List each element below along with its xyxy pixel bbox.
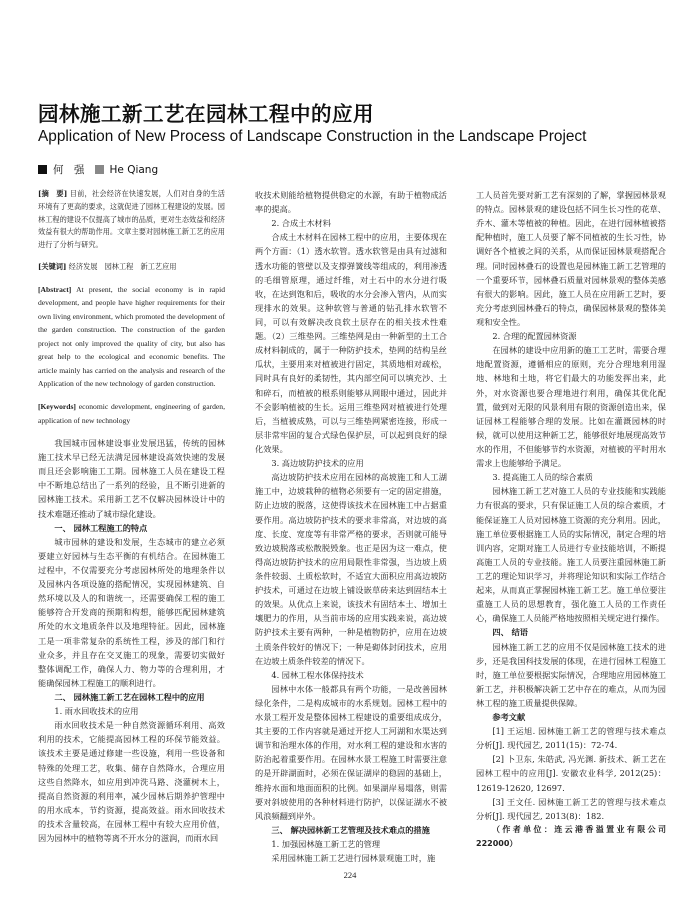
keywords-zh-text: 经济发展 园林工程 新工艺应用 <box>66 262 177 272</box>
authors <box>38 162 158 177</box>
subsection-heading: 2. 合理的配置园林资源 <box>492 331 577 342</box>
abstract-chinese-block <box>38 188 225 274</box>
subsection-heading: 4. 园林工程水体保持技术 <box>271 669 364 680</box>
author-chinese: 何 强 <box>53 164 85 176</box>
subsection-heading: 1. 加强园林施工新工艺的管理 <box>271 839 381 850</box>
body-paragraph: 工人员首先要对新工艺有深刻的了解，掌握园林景观的特点。园林景观的建设包括不同生长习性的花草、乔木、灌木等植被的种植。因此，在进行园林植被搭配种植时，施工人员要了解不同植被的生长习性，协调好各个植被之间的关系，从而保证园林景观搭配合理。同时园林叠石的设置也是园林施工新工艺管理的一个重要环节，园林叠石质量对园林景观的整体美感有很大的影响。因此，施工人员在应用新工艺时，要充分考虑到园林叠石的特点，确保园林景观的整体美观和安全性。 <box>476 190 666 327</box>
square-bullet-icon <box>38 165 47 174</box>
abstract-zh-label: [摘 要] <box>38 189 68 198</box>
section-heading: 二、 园林施工新工艺在园林工程中的应用 <box>54 692 205 702</box>
body-paragraph: 我国城市园林建设事业发展迅猛，传统的园林施工技术早已经无法满足园林建设高效快速的发展而且还会影响施工工期。园林施工人员在建设工程中不断地总结出了一系列的经验，且不断引进新的园林施工技术。采用新工艺不仅解决园林设计中的技术难题还推动了城市绿化建设。 <box>38 438 225 519</box>
body-paragraph: 园林中水体一般都具有两个功能，一是改善园林绿化条件，二是构成城市的水系规划。园林工程中的水景工程开发是整体园林工程建设的重要组成成分，其主要的工作内容就是通过开挖人工河湖和水渠达到调节和治理水体的作用，对水利工程的建设和水害的防治起着重要作用。在园林水景工程施工时需要注意的是开辟湖面时，必须在保证湖岸的稳固的基础上，维持水面和地面面积的比例。如果湖岸易塌落，则需要对斜坡使用的各种材料进行防护，以保证湖水不被风浪频翻到岸外。 <box>255 683 447 821</box>
body-paragraph: 采用园林施工新工艺进行园林景观施工时，施 <box>271 853 436 864</box>
subsection-heading: 3. 高边坡防护技术的应用 <box>271 458 364 469</box>
body-paragraph: 高边坡防护技术应用在园林的高坡施工和人工湖施工中，边坡栽种的植物必须要有一定的固定措施，防止边坡的脱落，这使得该技术在园林施工中占据重要作用。高边坡防护技术的要求非常高，对边坡的高度、长度、宽度等有非常严格的要求，否则就可能导致边坡脱落或松散脱毁象。也正是因为这一难点，使得高边坡防护技术的应用局限性非常强，当边坡上质条件较弱、土质松软时，不适宜大面积应用高边坡防护技术，可通过在边坡上铺设嵌草砖来达到固结本土的效果。从优点上来说，该技术有固结本土、增加土壤肥力的作用，从当前市场的应用实践来说，高边坡防护技术主要有两种，一种是植物防护，应用在边坡土质条件较好的情况下；一种是砌体封闭技术，应用在边坡土质条件较差的情况下。 <box>255 472 447 666</box>
references-heading: 参考文献 <box>492 712 526 723</box>
keywords-en-label: [Keywords] <box>38 402 76 411</box>
body-paragraph: 城市园林的建设和发展，生态城市的建立必须要建立好园林与生态平衡的有机结合。在园林施工过程中，不仅需要充分考虑园林所处的地理条件以及园林内各项设施的搭配情况，实现园林建筑、自然环境以及人的和谐统一，还需要确保工程的施工能够符合开发商的预期和构想，能够匹配园林建筑所处的水文地质条件以及地理特征。因此，园林施工是一项非常复杂的系统性工程，涉及的部门和行业众多，并且存在交叉施工的现象，需要切实做好整体调配工作，确保人力、物力等的合理利用，才能确保园林工程施工的顺利进行。 <box>38 536 225 688</box>
reference-item: [1] 王运旭. 园林施工新工艺的管理与技术难点分析[J]. 现代园艺, 2011(15)：72-74. <box>476 726 666 751</box>
author-english: He Qiang <box>109 163 159 176</box>
title-chinese: 园林施工新工艺在园林工程中的应用 <box>38 102 374 126</box>
square-bullet-icon <box>95 165 104 174</box>
keywords-zh-label: [关键词] <box>38 262 67 272</box>
subsection-heading: 1. 雨水回收技术的应用 <box>54 706 139 717</box>
subsection-heading: 3. 提高施工人员的综合素质 <box>492 472 593 483</box>
body-paragraph: 园林施工新工艺的应用不仅是园林施工技术的进步，还是我国科技发展的体现，在进行园林工程施工时，施工单位要根据实际情况，合理地应用园林施工新工艺，并积极解决新工艺中存在的难点，从而为园林工程的施工质量提供保障。 <box>476 641 666 708</box>
subsection-heading: 2. 合成土木材料 <box>271 218 331 229</box>
abstract-zh-text: 目前，社会经济在快速发展，人们对自身的生活环境有了更高的要求，这就促进了园林工程建设的发展。园林工程的建设不仅提高了城市的品质，更对生态效益和经济效益有很大的帮助作用。文章主要对园林施工新工艺的应用进行了分析与研究。 <box>38 189 225 250</box>
section-heading: 三、 解决园林新工艺管理及技术难点的措施 <box>271 824 430 835</box>
author-affiliation: （作者单位：连云港香溢置业有限公司 222000） <box>476 824 666 848</box>
reference-item: [3] 王文任. 园林施工新工艺的管理与技术难点分析[J]. 现代园艺, 2013(8)：182. <box>476 796 666 821</box>
section-heading: 四、 结语 <box>492 627 528 638</box>
column-1 <box>38 188 225 845</box>
column-2 <box>255 188 447 865</box>
title-english: Application of New Process of Landscape Construction in the Landscape Project <box>38 128 587 145</box>
keywords-en-text: economic development, engineering of garden, application of new technology <box>38 402 225 425</box>
section-heading: 一、 园林工程施工的特点 <box>54 522 148 533</box>
body-paragraph: 在园林的建设中应用新的施工工艺时，需要合理地配置资源，遵循相应的原则，充分合理地利用湿地、林地和土地，将它们最大的功能发挥出来，此外，对水资源也要合理地进行利用，确保其优化配置，做到对无限的风景利用有限的资源创造出来，保证园林工程能够合理的发展。比如在灌溉园林的时候，就可以使用这种新工艺，能够很好地展现高效节水的作用，不但能够节约水资源，对植被的平时用水需求上也能够给予满足。 <box>476 345 666 469</box>
reference-item: [2] 卜卫东, 朱皓武, 冯光渊. 新技术、新工艺在园林工程中的应用[J]. 安徽农业科学, 2012(25)：12619-12620, 12697. <box>476 754 666 793</box>
abstract-en-text: At present, the social economy is in rapid development, and people have higher requirements for their own living environment, which promoted the development of the garden construction. The construction of the garden project not only improved the quality of city, but also has great help to the ecological and economic benefits. The article mainly has carried on the analysis and research of the Application of the new technology of garden construction. <box>38 284 225 389</box>
abstract-en-label: [Abstract] <box>38 284 72 294</box>
body-paragraph: 雨水回收技术是一种自然资源循环利用、高效利用的技术，它能提高园林工程的环保节能效益。该技术主要是通过修建一些设施，利用一些设备和特殊的处理工艺，收集、储存自然降水，合理应用这些自然降水，如应用到冲洗马路、浇灌树木上，提高自然资源的利用率，减少园林后期养护管理中的用水成本，节约资源，提高效益。雨水回收技术的技术含量较高，在园林工程中有较大应用价值，因为园林中的植物等离不开水分的滋润，而雨水回 <box>38 720 225 844</box>
column-3 <box>476 188 666 850</box>
body-paragraph: 收技术则能给植物提供稳定的水源，有助于植物成活率的提高。 <box>255 190 447 215</box>
page-number: 224 <box>343 870 357 880</box>
body-paragraph: 园林施工新工艺对施工人员的专业技能和实践能力有很高的要求，只有保证施工人员的综合素质，才能保证施工人员对园林施工资源的充分利用。因此，施工单位要根据施工人员的实际情况，制定合理的培训内容，定期对施工人员进行专业技能培训，不断提高施工人员的专业技能。施工人员要注重园林施工新工艺的理论知识学习，并将理论知识和实际工作结合起来，从而真正掌握园林施工新工艺。施工单位要注重施工人员的思想教育，强化施工人员的工作责任心，确保施工人员能严格地按照相关规定进行操作。 <box>476 486 666 624</box>
body-paragraph: 合成土木材料在园林工程中的应用，主要体现在两个方面：（1）透水软管。透水软管是由具有过滤和透水功能的管壁以及支撑弹簧线等组成的，利用渗透的毛细管原理，通过纤维，对土石中的水分进行吸收，在达到饱和后，吸收的水分会渗入管内，从而实现排水的效果。这种软管与普通的钻孔排水软管不同，可以有效解决改良软土层存在的相关技术性难题。（2）三维垫网。三维垫网是由一种新型的土工合成材料制成的，属于一种防护技术，垫网的结构呈丝瓜状，主要用来对植被进行固定，其质地相对疏松，同时具有良好的柔韧性，其内部空间可以填充沙、土和碎石，而植被的根系则能够从网眼中通过，因此并不会影响植被的生长。运用三维垫网对植被进行处理后，当植被成熟，可以与三维垫网紧密连接，形成一层非常牢固的复合式绿色保护层，可以起到良好的绿化效果。 <box>255 232 447 454</box>
abstract-english-block <box>38 283 225 427</box>
